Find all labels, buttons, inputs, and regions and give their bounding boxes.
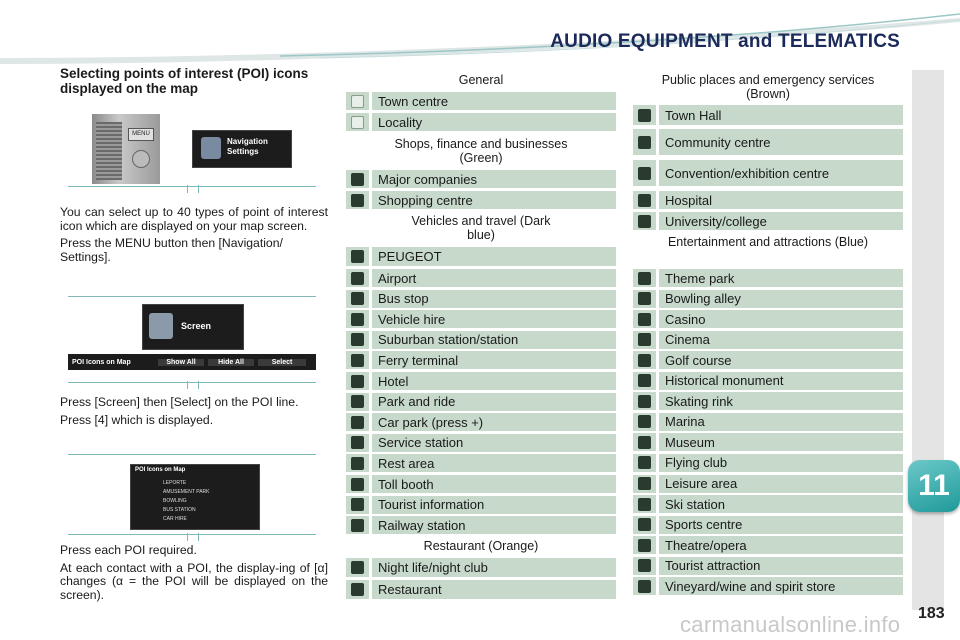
- poi-setting-bar: [68, 354, 316, 370]
- poi-row-hotel: [346, 372, 616, 390]
- page-number: 183: [918, 605, 945, 622]
- rest-area-icon: [346, 454, 369, 472]
- poi-label: Toll booth: [372, 475, 616, 493]
- right-margin-strip: [912, 70, 944, 610]
- airport-icon: [346, 269, 369, 287]
- poi-row-leisure-area: [633, 475, 903, 493]
- poi-row-bowling-alley: [633, 290, 903, 308]
- poi-label: Community centre: [659, 129, 903, 155]
- poi-label: Locality: [372, 113, 616, 131]
- poi-label: Town centre: [372, 92, 616, 110]
- navigation-settings-screen: [192, 130, 292, 168]
- intro-paragraph: You can select up to 40 types of point of interest icon which are displayed on your map screen.: [60, 205, 328, 233]
- poi-row-toll-booth: [346, 475, 616, 493]
- poi-row-service-station: [346, 434, 616, 452]
- hotel-icon: [346, 372, 369, 390]
- poi-list-item: BUS STATION: [163, 507, 196, 513]
- separator: [68, 382, 316, 383]
- poi-row-airport: [346, 269, 616, 287]
- theatre-opera-icon: [633, 536, 656, 554]
- poi-row-museum: [633, 433, 903, 451]
- poi-label: Tourist attraction: [659, 557, 903, 575]
- poi-label: University/college: [659, 212, 903, 230]
- theme-park-icon: [633, 269, 656, 287]
- casino-icon: [633, 310, 656, 328]
- historical-monument-icon: [633, 372, 656, 390]
- poi-label: Railway station: [372, 516, 616, 534]
- park-and-ride-icon: [346, 393, 369, 411]
- menu-button: MENU: [128, 128, 154, 141]
- poi-label: Shopping centre: [372, 191, 616, 209]
- poi-label: Historical monument: [659, 372, 903, 390]
- museum-icon: [633, 433, 656, 451]
- poi-label: Suburban station/station: [372, 331, 616, 349]
- poi-label: Casino: [659, 310, 903, 328]
- poi-label: Hospital: [659, 191, 903, 209]
- poi-row-ferry-terminal: [346, 351, 616, 369]
- group-heading-entertainment: Entertainment and attractions (Blue): [667, 235, 869, 249]
- poi-label: Theme park: [659, 269, 903, 287]
- convention-exhibition-centre-icon: [633, 160, 656, 186]
- service-station-icon: [346, 434, 369, 452]
- menu-instruction: Press the MENU button then [Navigation/ Settings].: [60, 236, 283, 264]
- hide-all-button: Hide All: [208, 359, 254, 366]
- poi-row-locality: [346, 113, 616, 131]
- poi-bar-title: POI Icons on Map: [72, 358, 131, 366]
- press-4-instruction: Press [4] which is displayed.: [60, 412, 214, 427]
- show-all-button: Show All: [158, 359, 204, 366]
- group-heading-general: General: [458, 73, 504, 87]
- group-heading-public: Public places and emergency services (Brown): [661, 73, 875, 101]
- community-centre-icon: [633, 129, 656, 155]
- poi-label: Cinema: [659, 331, 903, 349]
- poi-label: Leisure area: [659, 475, 903, 493]
- poi-list-item: CAR HIRE: [163, 516, 187, 522]
- tourist-attraction-icon: [633, 557, 656, 575]
- poi-instructions: [60, 544, 328, 606]
- poi-row-university-college: [633, 212, 903, 230]
- poi-label: Convention/exhibition centre: [659, 160, 903, 186]
- golf-course-icon: [633, 351, 656, 369]
- poi-list-screen: [130, 464, 260, 530]
- flying-club-icon: [633, 454, 656, 472]
- poi-row-theme-park: [633, 269, 903, 287]
- poi-label: Car park (press +): [372, 413, 616, 431]
- group-heading-restaurant: Restaurant (Orange): [423, 539, 539, 553]
- poi-row-vineyard-wine-and-spirit-store: [633, 577, 903, 595]
- poi-row-convention-exhibition-centre: [633, 160, 903, 186]
- poi-row-flying-club: [633, 454, 903, 472]
- poi-list-item: LEPORTE: [163, 480, 187, 486]
- poi-row-suburban-station-station: [346, 331, 616, 349]
- screen-instructions: [60, 396, 328, 431]
- device-photo: [92, 114, 160, 184]
- separator: [68, 454, 316, 455]
- poi-row-town-centre: [346, 92, 616, 110]
- poi-list-item: BOWLING: [163, 498, 187, 504]
- screen-icon: [149, 313, 173, 339]
- poi-row-shopping-centre: [346, 191, 616, 209]
- poi-row-major-companies: [346, 170, 616, 188]
- marina-icon: [633, 413, 656, 431]
- poi-row-rest-area: [346, 454, 616, 472]
- screen-label: Screen: [181, 321, 212, 331]
- poi-row-tourist-information: [346, 496, 616, 514]
- poi-label: Park and ride: [372, 393, 616, 411]
- page-header-title: AUDIO EQUIPMENT and TELEMATICS: [550, 31, 900, 52]
- press-poi-instruction: Press each POI required.: [60, 543, 197, 557]
- cinema-icon: [633, 331, 656, 349]
- poi-label: PEUGEOT: [372, 247, 616, 266]
- town-centre-icon: [346, 92, 369, 110]
- poi-label: Skating rink: [659, 392, 903, 410]
- skating-rink-icon: [633, 392, 656, 410]
- ski-station-icon: [633, 495, 656, 513]
- poi-label: Airport: [372, 269, 616, 287]
- suburban-station-station-icon: [346, 331, 369, 349]
- bus-stop-icon: [346, 290, 369, 308]
- poi-label: Vineyard/wine and spirit store: [659, 577, 903, 595]
- navigation-settings-label: Navigation Settings: [227, 137, 268, 156]
- settings-icon: [201, 137, 221, 159]
- poi-label: Night life/night club: [372, 558, 616, 577]
- poi-row-community-centre: [633, 129, 903, 155]
- major-companies-icon: [346, 170, 369, 188]
- alpha-note: At each contact with a POI, the display-ing of [α] changes (α = the POI will be displayed on the screen).: [60, 560, 328, 602]
- tourist-information-icon: [346, 496, 369, 514]
- poi-row-bus-stop: [346, 290, 616, 308]
- peugeot-icon: [346, 247, 369, 266]
- poi-label: Town Hall: [659, 105, 903, 125]
- vineyard-wine-and-spirit-store-icon: [633, 577, 656, 595]
- poi-row-hospital: [633, 191, 903, 209]
- railway-station-icon: [346, 516, 369, 534]
- car-park-press-icon: [346, 413, 369, 431]
- poi-label: Restaurant: [372, 580, 616, 599]
- poi-label: Marina: [659, 413, 903, 431]
- poi-label: Sports centre: [659, 516, 903, 534]
- poi-row-skating-rink: [633, 392, 903, 410]
- group-heading-vehicles: Vehicles and travel (Dark blue): [411, 214, 551, 242]
- poi-row-vehicle-hire: [346, 310, 616, 328]
- night-life-night-club-icon: [346, 558, 369, 577]
- vehicle-hire-icon: [346, 310, 369, 328]
- section-title: Selecting points of interest (POI) icons displayed on the map: [60, 66, 309, 96]
- ferry-terminal-icon: [346, 351, 369, 369]
- instructions-column: [60, 66, 328, 96]
- poi-row-sports-centre: [633, 516, 903, 534]
- poi-row-park-and-ride: [346, 393, 616, 411]
- university-college-icon: [633, 212, 656, 230]
- poi-row-cinema: [633, 331, 903, 349]
- poi-row-car-park-press: [346, 413, 616, 431]
- restaurant-icon: [346, 580, 369, 599]
- poi-row-historical-monument: [633, 372, 903, 390]
- leisure-area-icon: [633, 475, 656, 493]
- toll-booth-icon: [346, 475, 369, 493]
- poi-label: Major companies: [372, 170, 616, 188]
- poi-row-tourist-attraction: [633, 557, 903, 575]
- watermark: carmanualsonline.info: [680, 612, 901, 637]
- locality-icon: [346, 113, 369, 131]
- poi-row-night-life-night-club: [346, 558, 616, 577]
- poi-label: Service station: [372, 434, 616, 452]
- poi-label: Bowling alley: [659, 290, 903, 308]
- group-heading-shops: Shops, finance and businesses (Green): [394, 137, 568, 165]
- poi-row-town-hall: [633, 105, 903, 125]
- poi-label: Tourist information: [372, 496, 616, 514]
- poi-row-ski-station: [633, 495, 903, 513]
- poi-row-casino: [633, 310, 903, 328]
- poi-label: Ski station: [659, 495, 903, 513]
- poi-row-marina: [633, 413, 903, 431]
- town-hall-icon: [633, 105, 656, 125]
- screen-instruction: Press [Screen] then [Select] on the POI line.: [60, 395, 299, 409]
- screen-option-image: [142, 304, 244, 350]
- poi-label: Theatre/opera: [659, 536, 903, 554]
- poi-row-restaurant: [346, 580, 616, 599]
- sports-centre-icon: [633, 516, 656, 534]
- intro-text: [60, 206, 328, 268]
- poi-row-railway-station: [346, 516, 616, 534]
- poi-label: Museum: [659, 433, 903, 451]
- poi-list-header: POI Icons on Map: [135, 467, 186, 473]
- chapter-badge: 11: [908, 460, 960, 512]
- separator: [68, 534, 316, 535]
- poi-row-golf-course: [633, 351, 903, 369]
- poi-list-item: AMUSEMENT PARK: [163, 489, 210, 495]
- poi-label: Ferry terminal: [372, 351, 616, 369]
- separator: [68, 186, 316, 187]
- select-button: Select: [258, 359, 306, 366]
- poi-label: Rest area: [372, 454, 616, 472]
- bowling-alley-icon: [633, 290, 656, 308]
- poi-label: Bus stop: [372, 290, 616, 308]
- poi-label: Vehicle hire: [372, 310, 616, 328]
- poi-label: Hotel: [372, 372, 616, 390]
- shopping-centre-icon: [346, 191, 369, 209]
- poi-label: Flying club: [659, 454, 903, 472]
- poi-label: Golf course: [659, 351, 903, 369]
- hospital-icon: [633, 191, 656, 209]
- poi-row-peugeot: [346, 247, 616, 266]
- poi-row-theatre-opera: [633, 536, 903, 554]
- separator: [68, 296, 316, 297]
